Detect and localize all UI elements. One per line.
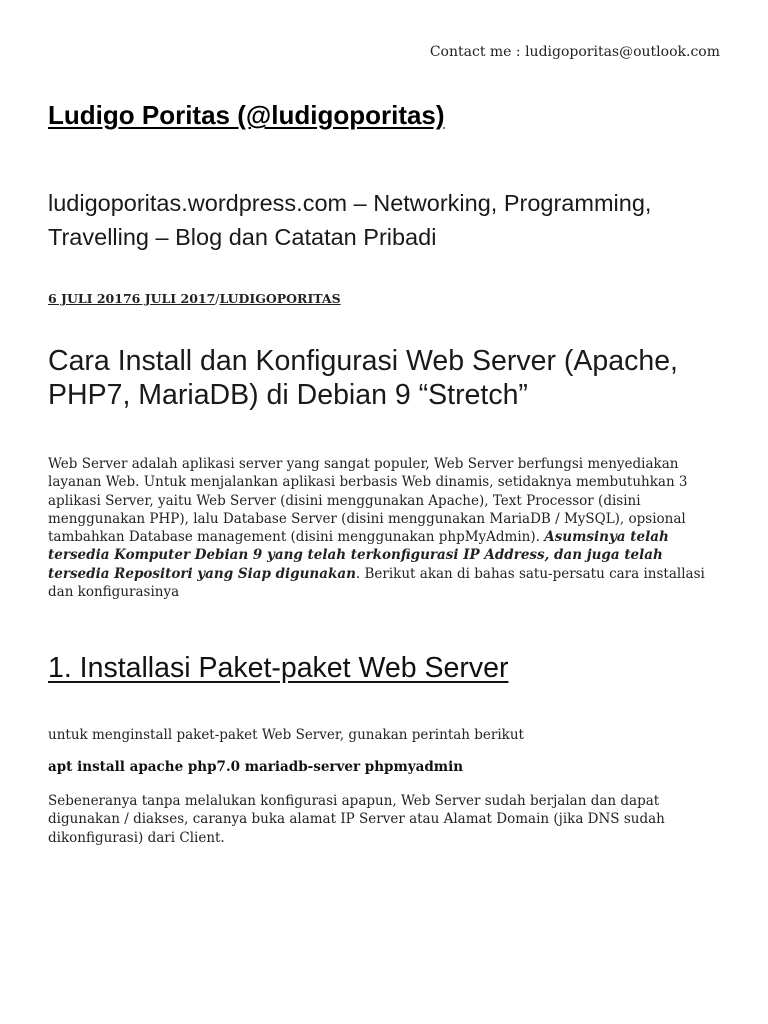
contact-email: Contact me : ludigoporitas@outlook.com [429, 44, 720, 60]
intro-emphasis: Asumsinya telah tersedia Komputer Debian 9 yang telah terkonfigurasi IP Address, dan juga telah tersedia Repositori yang Siap digunakan [48, 529, 669, 582]
install-command: apt install apache php7.0 mariadb-server phpmyadmin [48, 759, 464, 775]
meta-separator: / [215, 291, 220, 306]
intro-text: Web Server adalah aplikasi server yang sangat populer, Web Server berfungsi menyediakan layanan Web. Untuk menjalankan aplikasi berbasis Web dinamis, setidaknya membutuhkan 3 aplikasi Server, yaitu Web Server (disini menggunakan Apache), Text Processor (disini menggunakan PHP), lalu Database Server (disini menggunakan MariaDB / MySQL), opsional tambahkan Database management (disini menggunakan phpMyAdmin). [48, 456, 688, 546]
post-author-link[interactable]: LUDIGOPORITAS [219, 291, 341, 306]
section-intro-text: untuk menginstall paket-paket Web Server, gunakan perintah berikut [48, 727, 524, 743]
intro-tail: . Berikut akan di bahas satu-persatu cara installasi dan konfigurasinya [48, 565, 705, 601]
post-title: Cara Install dan Konfigurasi Web Server (Apache, PHP7, MariaDB) di Debian 9 “Stretch” [48, 345, 678, 411]
site-title-link[interactable]: Ludigo Poritas (@ludigoporitas) [48, 100, 445, 130]
section-heading-installasi: 1. Installasi Paket-paket Web Server [48, 652, 509, 684]
intro-paragraph [48, 455, 720, 601]
section-body-text: Sebeneranya tanpa melalukan konfigurasi apapun, Web Server sudah berjalan dan dapat digunakan / diakses, caranya buka alamat IP Server atau Alamat Domain (jika DNS sudah dikonfigurasi) dari Client. [48, 793, 665, 846]
site-tagline: ludigoporitas.wordpress.com – Networking, Programming, Travelling – Blog dan Catatan Pribadi [48, 190, 652, 250]
post-meta [48, 291, 341, 306]
post-date-link[interactable]: 6 JULI 20176 JULI 2017 [48, 291, 216, 306]
